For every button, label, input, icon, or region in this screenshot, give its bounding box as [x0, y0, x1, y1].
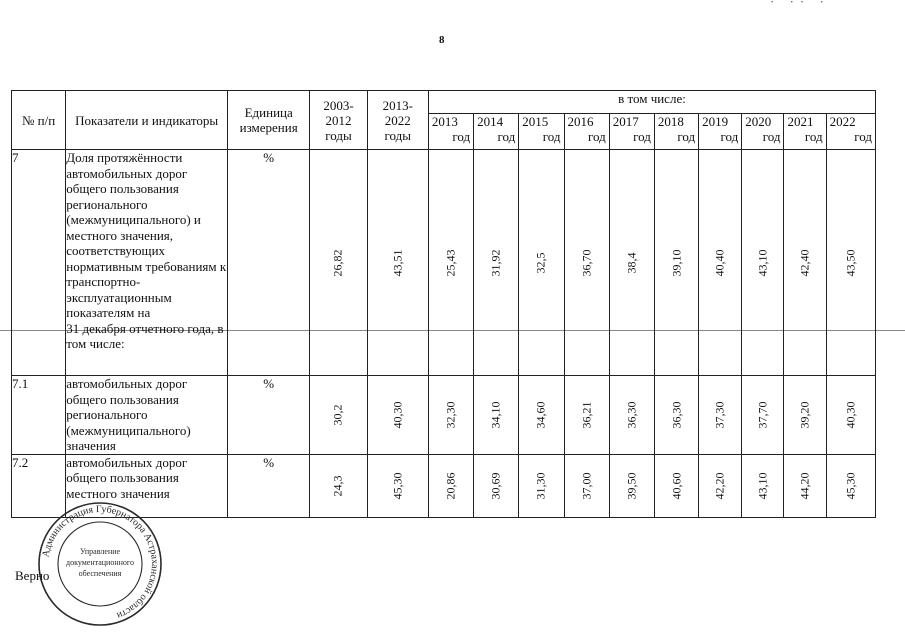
indicators-table	[11, 90, 876, 518]
row-number: 7.2	[12, 454, 66, 517]
table-row	[12, 150, 876, 376]
value-cell: 34,60	[519, 376, 564, 455]
value-cell: 38,4	[609, 150, 654, 376]
value-cell: 32,5	[519, 150, 564, 376]
header-year: 2019 год	[699, 114, 742, 150]
header-unit: Единица измерения	[227, 91, 309, 150]
value-cell: 43,10	[742, 150, 784, 376]
value-cell: 32,30	[428, 376, 473, 455]
header-period-2003-2012: 2003- 2012 годы	[310, 91, 367, 150]
header-year: 2022 год	[826, 114, 875, 150]
value-cell: 37,00	[564, 454, 609, 517]
value-cell: 36,30	[654, 376, 698, 455]
header-row-1	[12, 91, 876, 114]
header-year: 2017 год	[609, 114, 654, 150]
value-cell: 34,10	[474, 376, 519, 455]
page-number: 8	[439, 34, 445, 46]
header-year: 2021 год	[784, 114, 826, 150]
indicator-text: автомобильных дорог общего пользования местного значения	[66, 454, 228, 517]
value-cell: 20,86	[428, 454, 473, 517]
value-cell: 36,30	[609, 376, 654, 455]
header-year: 2016 год	[564, 114, 609, 150]
value-cell: 43,51	[367, 150, 428, 376]
value-cell: 37,30	[699, 376, 742, 455]
unit: %	[227, 150, 309, 376]
row-number: 7	[12, 150, 66, 376]
official-stamp	[37, 501, 163, 627]
value-cell: 39,10	[654, 150, 698, 376]
stamp-line-2: документационного	[66, 558, 134, 567]
verno-label: Верно	[15, 568, 50, 583]
value-cell: 43,10	[742, 454, 784, 517]
stamp-outer-text: Администрация Губернатора Астраханской области	[40, 503, 161, 621]
value-cell: 40,60	[654, 454, 698, 517]
value-cell: 37,70	[742, 376, 784, 455]
value-cell: 36,70	[564, 150, 609, 376]
value-cell: 45,30	[367, 454, 428, 517]
value-cell: 31,92	[474, 150, 519, 376]
value-cell: 26,82	[310, 150, 367, 376]
unit: %	[227, 376, 309, 455]
value-cell: 44,20	[784, 454, 826, 517]
value-cell: 39,20	[784, 376, 826, 455]
header-indicator: Показатели и индикаторы	[66, 91, 228, 150]
corner-scan-artifact: · ·· ·	[770, 0, 830, 9]
header-including: в том числе:	[428, 91, 875, 114]
table-row	[12, 376, 876, 455]
header-num: № п/п	[12, 91, 66, 150]
value-cell: 45,30	[826, 454, 875, 517]
header-year: 2013 год	[428, 114, 473, 150]
value-cell: 43,50	[826, 150, 875, 376]
value-cell: 30,2	[310, 376, 367, 455]
value-cell: 25,43	[428, 150, 473, 376]
stamp-line-3: обеспечения	[78, 569, 122, 578]
header-year: 2018 год	[654, 114, 698, 150]
value-cell: 39,50	[609, 454, 654, 517]
value-cell: 42,20	[699, 454, 742, 517]
value-cell: 30,69	[474, 454, 519, 517]
value-cell: 31,30	[519, 454, 564, 517]
header-year: 2020 год	[742, 114, 784, 150]
value-cell: 40,30	[826, 376, 875, 455]
stamp-line-1: Управление	[79, 547, 121, 556]
value-cell: 24,3	[310, 454, 367, 517]
header-year: 2014 год	[474, 114, 519, 150]
value-cell: 42,40	[784, 150, 826, 376]
indicator-text: автомобильных дорог общего пользования регионального (межмуниципального) значения	[66, 376, 228, 455]
unit: %	[227, 454, 309, 517]
header-year: 2015 год	[519, 114, 564, 150]
row-number: 7.1	[12, 376, 66, 455]
indicator-text: Доля протяжённости автомобильных дорог общего пользования регионального (межмуниципального) и местного значения, соответствующих нормативным требованиям к транспортно-эксплуатационным показателям на 31 декабря отчетного года, в том числе:	[66, 150, 228, 376]
value-cell: 40,40	[699, 150, 742, 376]
header-period-2013-2022: 2013- 2022 годы	[367, 91, 428, 150]
value-cell: 36,21	[564, 376, 609, 455]
value-cell: 40,30	[367, 376, 428, 455]
